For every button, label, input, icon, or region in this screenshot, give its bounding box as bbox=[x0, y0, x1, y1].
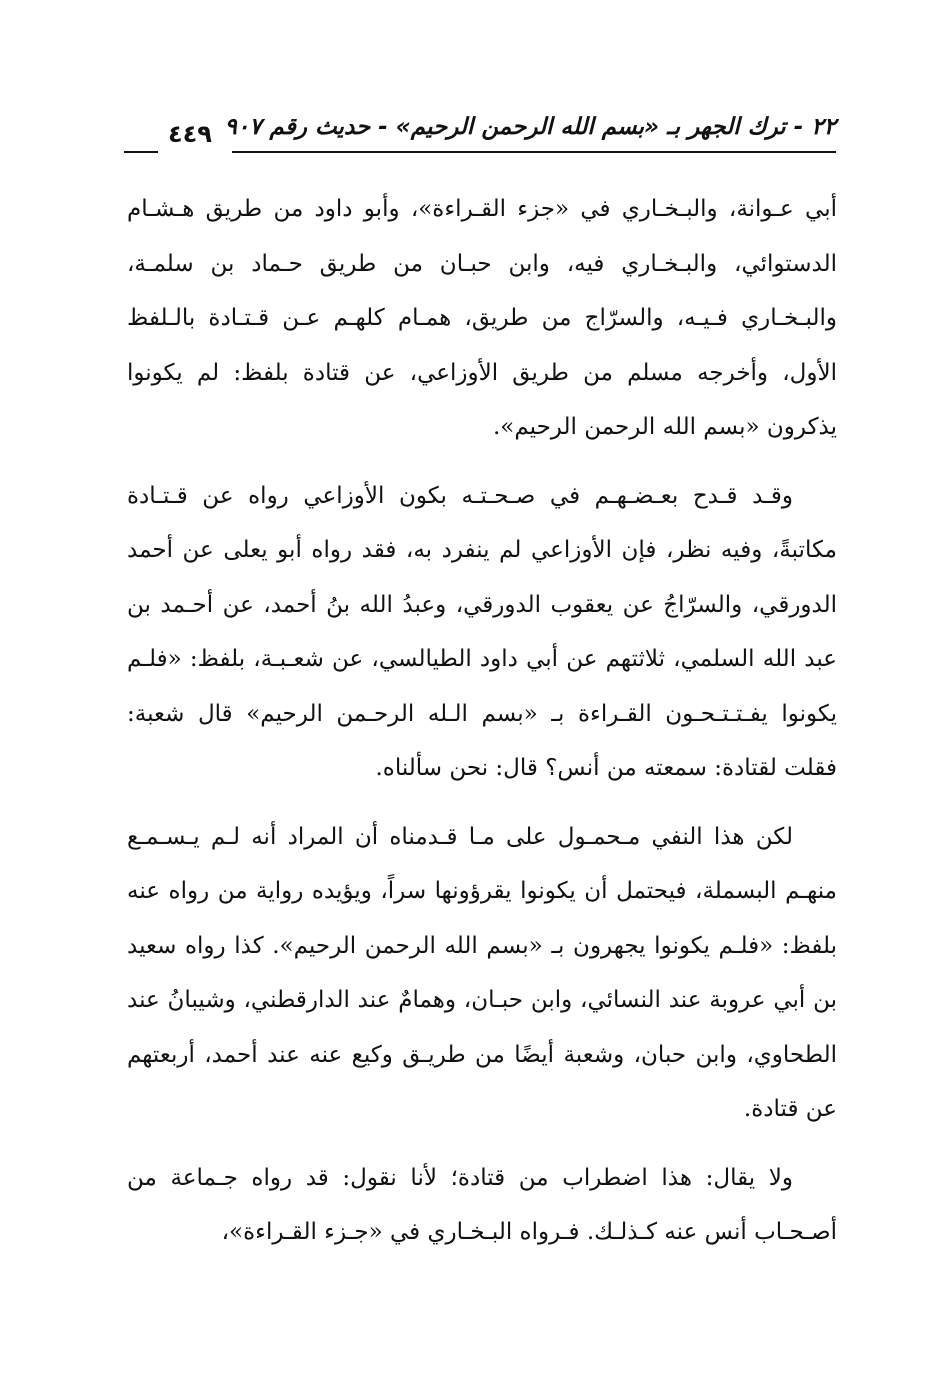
paragraph-2: وقـد قـدح بعـضـهـم في صـحـتـه بكون الأوزاعي رواه عن قـتـادة مكاتبةً، وفيه نظر، فإن الأوزاعي لم ينفرد به، فقد رواه أبو يعلى عن أحمد الدورقي، والسرّاجُ عن يعقوب الدورقي، وعبدُ الله بنُ أحمد، عن أحـمد بن عبد الله السلمي، ثلاثتهم عن أبي داود الطيالسي، عن شعـبـة، بلفظ: «فلـم يكونوا يفـتـتـحـون القـراءة بـ «بسم الـله الرحـمن الرحيم» قال شعبة: فقلت لقتادة: سمعته من أنس؟ قال: نحن سألناه. bbox=[127, 482, 837, 781]
header-rule bbox=[232, 151, 836, 153]
page-header bbox=[124, 104, 836, 162]
paragraph-1: أبي عـوانة، والبـخـاري في «جزء القـراءة»، وأبو داود من طريق هـشـام الدستوائي، والبـخـاري فيه، وابن حبـان من طريق حـماد بن سلمـة، والبـخـاري فـيـه، والسرّاج من طريق، همـام كلهـم عـن قـتـادة بالـلفظ الأول، وأخرجه مسلم من طريق الأوزاعي، عن قتادة بلفظ: لم يكونوا يذكرون «بسم الله الرحمن الرحيم». bbox=[127, 196, 837, 440]
page-number-dash bbox=[124, 151, 158, 153]
page-number: ٤٤٩ bbox=[168, 120, 212, 148]
body-text bbox=[127, 182, 837, 1260]
paragraph-4: ولا يقال: هذا اضطراب من قتادة؛ لأنا نقول: قد رواه جـماعة من أصـحـاب أنس عنه كـذلـك. فـرواه البـخـاري في «جـزء القـراءة»، bbox=[127, 1164, 837, 1245]
chapter-title: ٢٢ - ترك الجهر بـ «بسم الله الرحمن الرحيم» - حديث رقم ٩٠٧ bbox=[224, 114, 836, 140]
paragraph-3: لكن هذا النفي مـحمـول على مـا قـدمناه أن المراد أنه لـم يـسـمـع منهـم البسملة، فيحتمل أن يكونوا يقرؤونها سراً، ويؤيده رواية من رواه عنه بلفظ: «فلـم يكونوا يجهرون بـ «بسم الله الرحمن الرحيم». كذا رواه سعيد بن أبي عروبة عند النسائي، وابن حبـان، وهمامٌ عند الدارقطني، وشيبانُ عند الطحاوي، وابن حبان، وشعبة أيضًا من طريـق وكيع عنه عند أحمد، أربعتهم عن قتادة. bbox=[127, 823, 837, 1122]
